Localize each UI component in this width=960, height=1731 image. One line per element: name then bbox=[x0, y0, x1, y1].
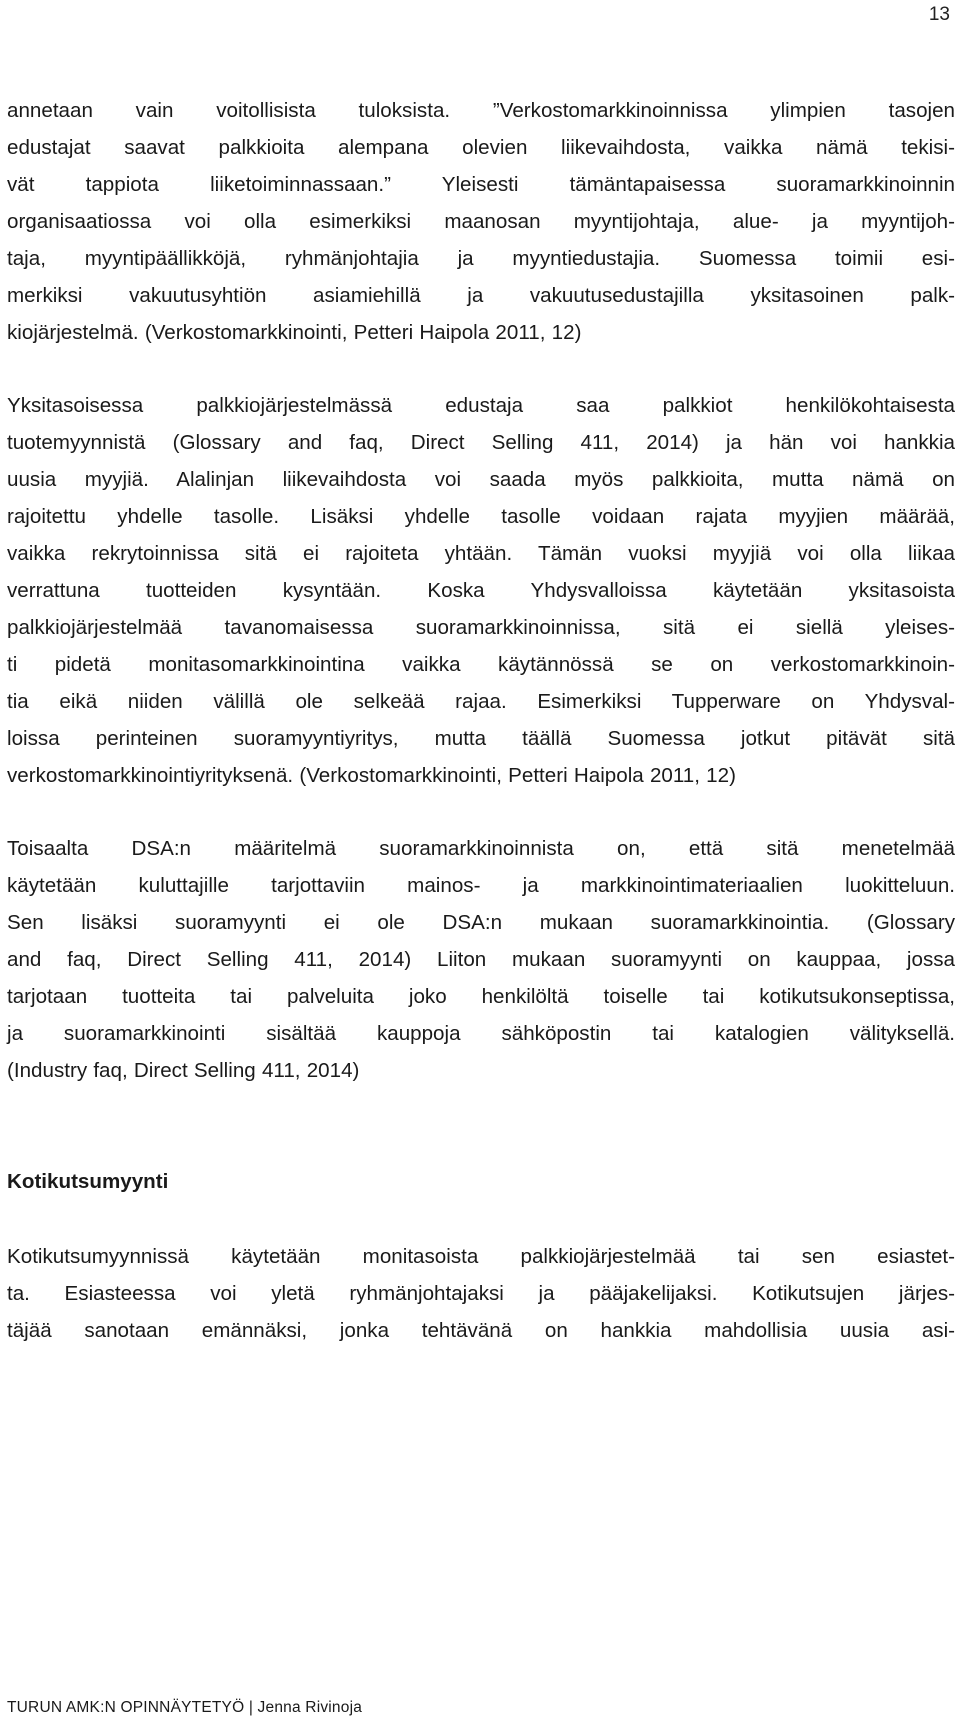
text-line: verrattuna tuotteiden kysyntään. Koska Yhdysvalloissa käytetään yksitasoista bbox=[7, 579, 955, 602]
text-line: verkostomarkkinointiyrityksenä. (Verkostomarkkinointi, Petteri Haipola 2011, 12) bbox=[7, 764, 736, 787]
text-line: merkiksi vakuutusyhtiön asiamiehillä ja vakuutusedustajilla yksitasoinen palk- bbox=[7, 284, 955, 307]
text-line: vät tappiota liiketoiminnassaan.” Yleisesti tämäntapaisessa suoramarkkinoinnin bbox=[7, 173, 955, 196]
document-body bbox=[7, 92, 955, 1349]
text-line: tia eikä niiden välillä ole selkeää rajaa. Esimerkiksi Tupperware on Yhdysval- bbox=[7, 690, 955, 713]
paragraph-3 bbox=[7, 830, 955, 1089]
text-line: Sen lisäksi suoramyynti ei ole DSA:n mukaan suoramarkkinointia. (Glossary bbox=[7, 911, 955, 934]
page-footer: TURUN AMK:N OPINNÄYTETYÖ | Jenna Rivinoja bbox=[7, 1699, 363, 1716]
text-line: ta. Esiasteessa voi yletä ryhmänjohtajaksi ja pääjakelijaksi. Kotikutsujen järjes- bbox=[7, 1282, 955, 1305]
text-line: organisaatiossa voi olla esimerkiksi maanosan myyntijohtaja, alue- ja myyntijoh- bbox=[7, 210, 955, 233]
paragraph-4 bbox=[7, 1238, 955, 1349]
text-line: rajoitettu yhdelle tasolle. Lisäksi yhdelle tasolle voidaan rajata myyjien määrää, bbox=[7, 505, 955, 528]
text-line: kiojärjestelmä. (Verkostomarkkinointi, Petteri Haipola 2011, 12) bbox=[7, 321, 582, 344]
text-line: ti pidetä monitasomarkkinointina vaikka käytännössä se on verkostomarkkinoin- bbox=[7, 653, 955, 676]
text-line: loissa perinteinen suoramyyntiyritys, mutta täällä Suomessa jotkut pitävät sitä bbox=[7, 727, 955, 750]
text-line: täjää sanotaan emännäksi, jonka tehtävänä on hankkia mahdollisia uusia asi- bbox=[7, 1319, 955, 1342]
text-line: annetaan vain voitollisista tuloksista. ”Verkostomarkkinoinnissa ylimpien tasojen bbox=[7, 99, 955, 122]
text-line: tarjotaan tuotteita tai palveluita joko henkilöltä toiselle tai kotikutsukonseptissa, bbox=[7, 985, 955, 1008]
text-line: käytetään kuluttajille tarjottaviin mainos- ja markkinointimateriaalien luokitteluun. bbox=[7, 874, 955, 897]
section-heading: Kotikutsumyynti bbox=[7, 1170, 169, 1193]
text-line: Yksitasoisessa palkkiojärjestelmässä edustaja saa palkkiot henkilökohtaisesta bbox=[7, 394, 955, 417]
text-line: Toisaalta DSA:n määritelmä suoramarkkinoinnista on, että sitä menetelmää bbox=[7, 837, 955, 860]
text-line: Kotikutsumyynnissä käytetään monitasoista palkkiojärjestelmää tai sen esiastet- bbox=[7, 1245, 955, 1268]
text-line: palkkiojärjestelmää tavanomaisessa suoramarkkinoinnissa, sitä ei siellä yleises- bbox=[7, 616, 955, 639]
page-number: 13 bbox=[928, 4, 950, 25]
paragraph-2 bbox=[7, 387, 955, 794]
paragraph-1 bbox=[7, 92, 955, 351]
text-line: ja suoramarkkinointi sisältää kauppoja sähköpostin tai katalogien välityksellä. bbox=[7, 1022, 955, 1045]
text-line: tuotemyynnistä (Glossary and faq, Direct Selling 411, 2014) ja hän voi hankkia bbox=[7, 431, 955, 454]
text-line: uusia myyjiä. Alalinjan liikevaihdosta voi saada myös palkkioita, mutta nämä on bbox=[7, 468, 955, 491]
text-line: taja, myyntipäällikköjä, ryhmänjohtajia ja myyntiedustajia. Suomessa toimii esi- bbox=[7, 247, 955, 270]
text-line: edustajat saavat palkkioita alempana olevien liikevaihdosta, vaikka nämä tekisi- bbox=[7, 136, 955, 159]
text-line: vaikka rekrytoinnissa sitä ei rajoiteta yhtään. Tämän vuoksi myyjiä voi olla liikaa bbox=[7, 542, 955, 565]
text-line: (Industry faq, Direct Selling 411, 2014) bbox=[7, 1059, 360, 1082]
text-line: and faq, Direct Selling 411, 2014) Liiton mukaan suoramyynti on kauppaa, jossa bbox=[7, 948, 955, 971]
